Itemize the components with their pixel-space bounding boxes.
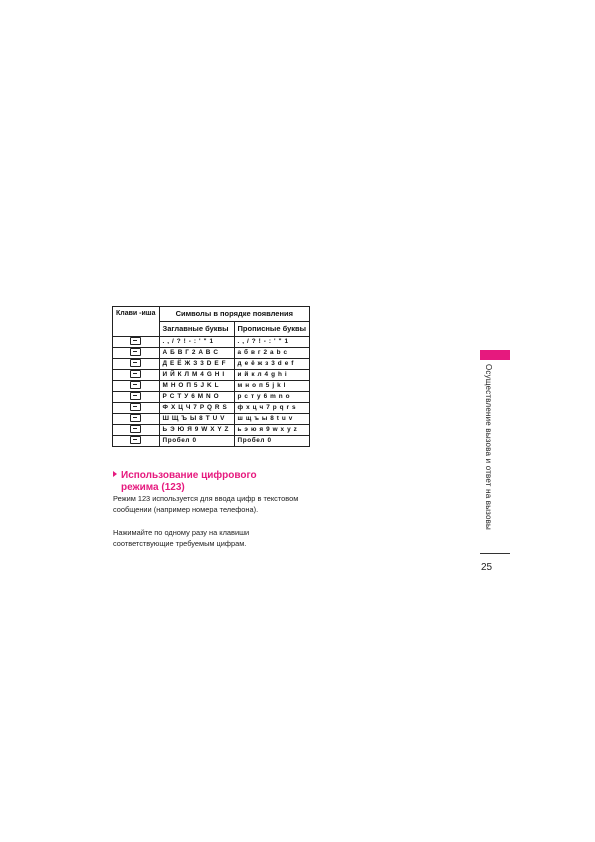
lower-chars: ф х ц ч 7 p q r s <box>234 403 310 414</box>
key-1-icon <box>130 337 141 345</box>
table-row <box>113 436 310 447</box>
table-row <box>113 370 310 381</box>
lower-chars: . , / ? ! - : ' " 1 <box>234 337 310 348</box>
character-table <box>112 306 310 447</box>
key-7-icon <box>130 403 141 411</box>
lower-chars: а б в г 2 a b c <box>234 348 310 359</box>
section-title-line1: Использование цифрового <box>121 470 257 481</box>
lower-chars: ш щ ъ ы 8 t u v <box>234 414 310 425</box>
paragraph-instruction: Нажимайте по одному разу на клавиши соответствующие требуемым цифрам. <box>113 528 250 548</box>
table-row <box>113 392 310 403</box>
table-row <box>113 381 310 392</box>
table-row <box>113 337 310 348</box>
key-2-icon <box>130 348 141 356</box>
lower-chars: р с т у 6 m n o <box>234 392 310 403</box>
upper-chars: И Й К Л М 4 G H I <box>159 370 234 381</box>
key-4-icon <box>130 370 141 378</box>
key-5-icon <box>130 381 141 389</box>
table-row <box>113 403 310 414</box>
upper-chars: Пробел 0 <box>159 436 234 447</box>
lower-chars: Пробел 0 <box>234 436 310 447</box>
paragraph-intro: Режим 123 используется для ввода цифр в текстовом сообщении (например номера телефона). <box>113 494 299 514</box>
key-0-icon <box>130 436 141 444</box>
upper-chars: Ф Х Ц Ч 7 P Q R S <box>159 403 234 414</box>
bullet-arrow-icon <box>113 471 117 477</box>
key-8-icon <box>130 414 141 422</box>
lower-chars: ь э ю я 9 w x y z <box>234 425 310 436</box>
table-row <box>113 414 310 425</box>
symbols-header: Символы в порядке появления <box>159 307 310 322</box>
upper-chars: . , / ? ! - : ' " 1 <box>159 337 234 348</box>
upper-chars: Р С Т У 6 M N O <box>159 392 234 403</box>
section-title <box>113 470 257 494</box>
key-3-icon <box>130 359 141 367</box>
lower-chars: м н о п 5 j k l <box>234 381 310 392</box>
upper-chars: Ь Э Ю Я 9 W X Y Z <box>159 425 234 436</box>
lower-chars: и й к л 4 g h i <box>234 370 310 381</box>
table-row <box>113 359 310 370</box>
chapter-title: Осуществление вызова и ответ на вызовы <box>484 364 493 531</box>
upper-chars: М Н О П 5 J K L <box>159 381 234 392</box>
key-9-icon <box>130 425 141 433</box>
table-row <box>113 425 310 436</box>
lower-case-header: Прописные буквы <box>234 322 310 337</box>
key-column-header: Клави -иша <box>113 307 160 337</box>
chapter-tab-marker <box>480 350 510 360</box>
divider <box>480 553 510 554</box>
upper-chars: Ш Щ Ъ Ы 8 T U V <box>159 414 234 425</box>
key-6-icon <box>130 392 141 400</box>
lower-chars: д е ё ж з 3 d e f <box>234 359 310 370</box>
section-title-line2: режима (123) <box>121 482 185 493</box>
upper-chars: Д Е Ё Ж З 3 D E F <box>159 359 234 370</box>
upper-case-header: Заглавные буквы <box>159 322 234 337</box>
table-row <box>113 348 310 359</box>
page-number: 25 <box>481 562 493 573</box>
upper-chars: А Б В Г 2 A B C <box>159 348 234 359</box>
